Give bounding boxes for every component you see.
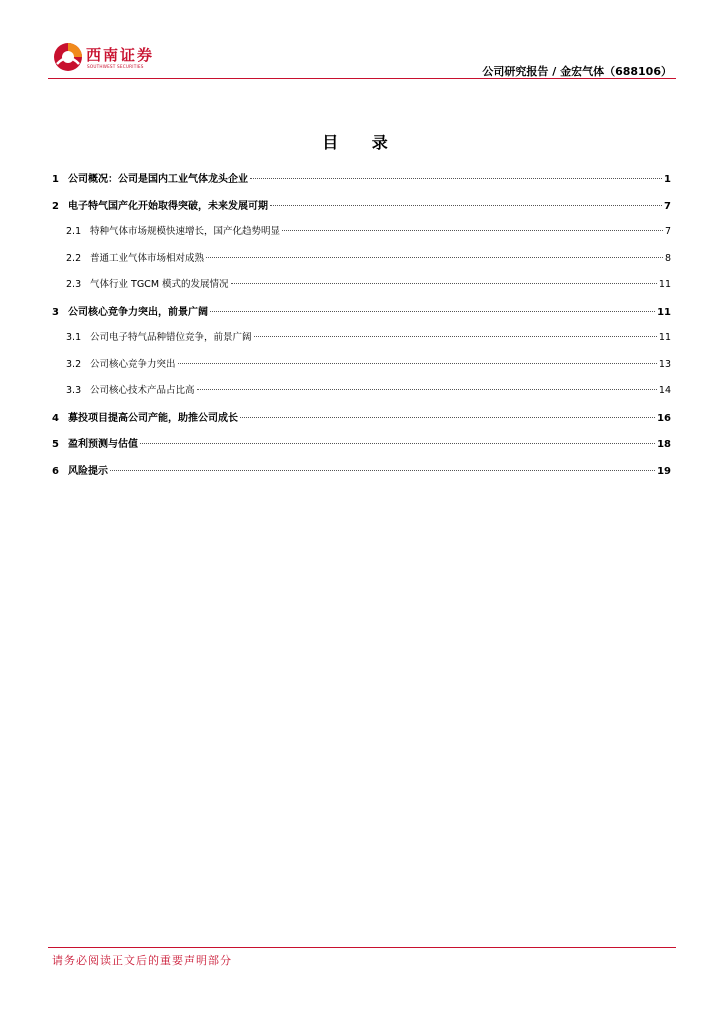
header-divider: [48, 78, 676, 79]
toc-entry-number: 2.1: [66, 226, 82, 237]
toc-entry-title: 气体行业 TGCM 模式的发展情况: [90, 279, 229, 290]
toc-entry-title: 盈利预测与估值: [68, 439, 138, 450]
toc-dot-leader: [250, 178, 662, 179]
footer-disclaimer: 请务必阅读正文后的重要声明部分: [52, 954, 232, 967]
toc-entry[interactable]: [52, 250, 671, 277]
toc-entry[interactable]: [52, 382, 671, 409]
toc-entry[interactable]: [52, 276, 671, 303]
toc-dot-leader: [178, 363, 657, 364]
toc-entry-page: 7: [664, 200, 671, 212]
toc-entry-page: 11: [658, 279, 671, 290]
toc-entry-page: 1: [664, 174, 671, 185]
toc-entry-number: 4: [52, 412, 59, 424]
toc-entry-number: 1: [52, 174, 59, 185]
toc-entry-page: 11: [658, 332, 671, 343]
toc-entry-title: 公司电子特气品种错位竞争，前景广阔: [90, 332, 252, 343]
toc-entry-page: 7: [664, 226, 671, 237]
toc-entry-number: 5: [52, 439, 59, 450]
toc-dot-leader: [210, 311, 655, 312]
toc-entry[interactable]: [52, 197, 671, 224]
toc-entry-number: 2: [52, 200, 59, 212]
toc-entry[interactable]: [52, 170, 671, 197]
toc-entry-title: 特种气体市场规模快速增长，国产化趋势明显: [90, 226, 281, 237]
toc-entry-title: 电子特气国产化开始取得突破，未来发展可期: [68, 200, 268, 212]
toc-dot-leader: [206, 257, 663, 258]
footer-divider: [48, 947, 676, 948]
toc-entry-page: 19: [657, 465, 671, 477]
toc-dot-leader: [231, 283, 657, 284]
toc-entry-title: 公司概况：公司是国内工业气体龙头企业: [68, 174, 248, 185]
toc-entry-page: 18: [657, 439, 671, 450]
toc-entry[interactable]: [52, 462, 671, 489]
toc-entry-number: 3: [52, 306, 59, 318]
toc-entry-title: 普通工业气体市场相对成熟: [90, 252, 205, 264]
toc-entry-number: 3.1: [66, 332, 82, 343]
toc-title: 目 录: [322, 133, 402, 152]
toc-entry-number: 3.2: [66, 358, 82, 370]
report-title: 公司研究报告 / 金宏气体（688106）: [482, 65, 672, 78]
page-header: [0, 0, 724, 80]
toc-entry[interactable]: [52, 409, 671, 436]
logo-text-cn: 西南证券: [86, 46, 155, 64]
toc-entry-page: 16: [657, 412, 671, 424]
toc-entry-title: 公司核心技术产品占比高: [90, 385, 195, 396]
toc-dot-leader: [270, 205, 662, 206]
toc-entry-page: 13: [658, 358, 671, 370]
toc-entry-number: 2.3: [66, 279, 82, 290]
toc-entry-number: 2.2: [66, 252, 82, 264]
company-logo: [53, 42, 153, 74]
toc-entry[interactable]: [52, 223, 671, 250]
logo-emblem-icon: [53, 42, 83, 72]
toc-dot-leader: [110, 470, 655, 471]
toc-entry-number: 6: [52, 465, 59, 477]
toc-entry[interactable]: [52, 303, 671, 330]
toc-entry-title: 风险提示: [68, 465, 108, 477]
toc-entry-title: 公司核心竞争力突出: [90, 358, 176, 370]
toc-dot-leader: [254, 336, 657, 337]
toc-dot-leader: [140, 443, 655, 444]
toc-entry-page: 8: [664, 252, 671, 264]
toc-entry-page: 11: [657, 306, 671, 318]
toc-entry[interactable]: [52, 435, 671, 462]
toc-dot-leader: [197, 389, 657, 390]
logo-text-en: SOUTHWEST SECURITIES: [87, 64, 144, 69]
toc-entry-title: 公司核心竞争力突出，前景广阔: [68, 306, 208, 318]
toc-dot-leader: [282, 230, 663, 231]
toc-entry[interactable]: [52, 356, 671, 383]
toc-entry-title: 募投项目提高公司产能，助推公司成长: [68, 412, 238, 424]
toc-entry-number: 3.3: [66, 385, 82, 396]
toc-entry[interactable]: [52, 329, 671, 356]
toc-dot-leader: [240, 417, 655, 418]
table-of-contents: [52, 170, 671, 488]
toc-entry-page: 14: [658, 385, 671, 396]
